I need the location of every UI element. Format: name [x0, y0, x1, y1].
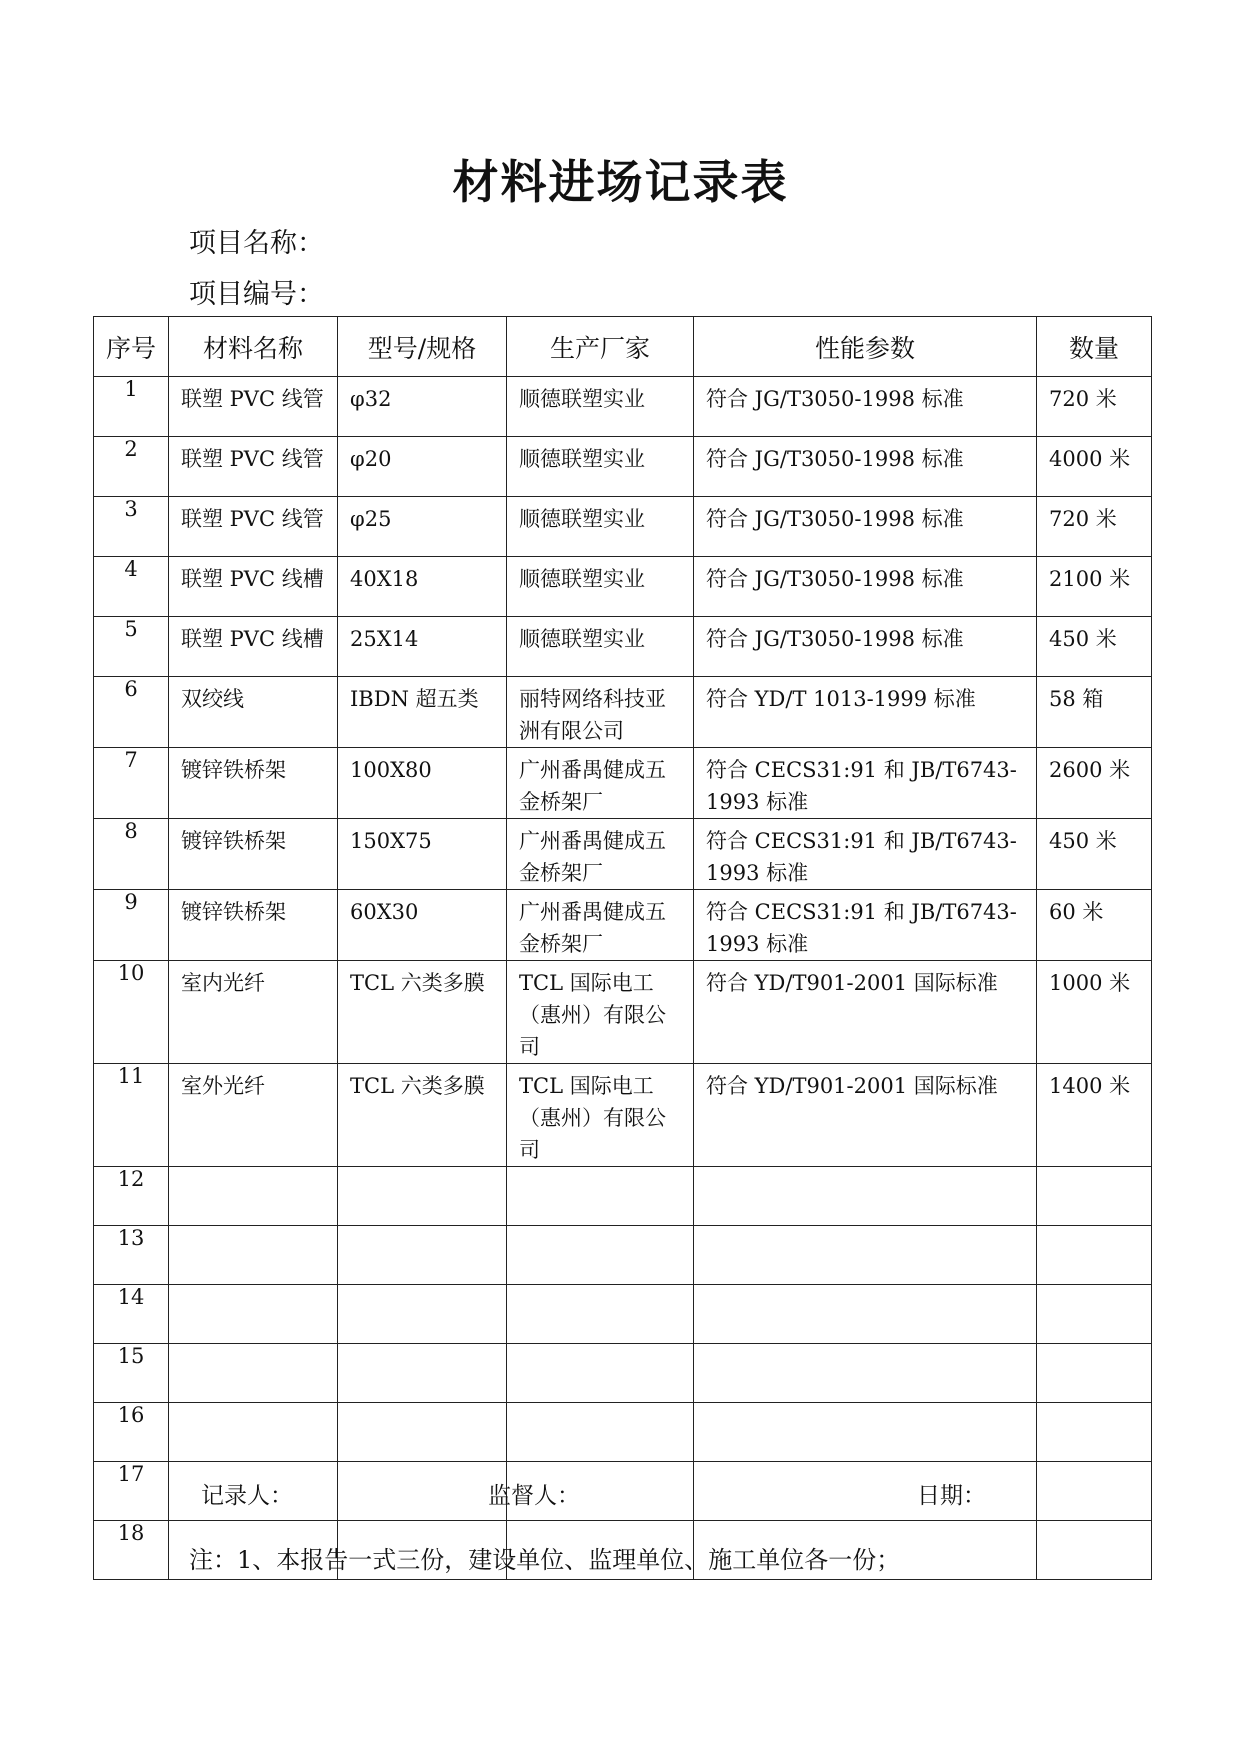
model-cell-text: 40X18: [350, 567, 419, 591]
table-row: [94, 819, 1152, 890]
material-name-cell: [169, 890, 338, 961]
model-cell-text: [338, 1403, 506, 1409]
performance-cell-text: 符合 JG/T3050-1998 标准: [706, 627, 964, 651]
seq-cell: 3: [94, 497, 169, 557]
model-cell: [338, 1285, 507, 1344]
manufacturer-cell-text: [507, 1344, 693, 1350]
performance-cell-text: [694, 1226, 1036, 1232]
performance-cell-text: 符合 YD/T901-2001 国际标准: [706, 1074, 998, 1098]
model-cell: [338, 1403, 507, 1462]
model-cell-text: 100X80: [350, 758, 432, 782]
manufacturer-cell: [507, 377, 694, 437]
model-cell: [338, 819, 507, 890]
manufacturer-cell: [507, 1403, 694, 1462]
quantity-cell-text: 60 米: [1049, 900, 1104, 924]
model-cell: [338, 890, 507, 961]
model-cell-text: [338, 1344, 506, 1350]
quantity-cell: [1037, 1064, 1152, 1167]
manufacturer-cell-text: TCL 国际电工（惠州）有限公司: [519, 1074, 666, 1162]
quantity-cell: [1037, 617, 1152, 677]
quantity-cell: [1037, 437, 1152, 497]
quantity-cell: [1037, 961, 1152, 1064]
performance-cell-text: 符合 JG/T3050-1998 标准: [706, 387, 964, 411]
table-row: [94, 617, 1152, 677]
manufacturer-cell: [507, 677, 694, 748]
material-name-cell: [169, 819, 338, 890]
performance-cell: [694, 1344, 1037, 1403]
material-name-cell: [169, 1403, 338, 1462]
material-name-cell-text: 室外光纤: [181, 1074, 265, 1098]
model-cell: [338, 1226, 507, 1285]
performance-cell: [694, 961, 1037, 1064]
model-cell: [338, 961, 507, 1064]
seq-cell: 5: [94, 617, 169, 677]
quantity-cell: [1037, 497, 1152, 557]
quantity-cell-text: [1037, 1462, 1151, 1468]
manufacturer-cell-text: 顺德联塑实业: [519, 567, 645, 591]
seq-cell: 10: [94, 961, 169, 1064]
material-name-cell: [169, 617, 338, 677]
manufacturer-cell: [507, 748, 694, 819]
footnote: 注：1、本报告一式三份，建设单位、监理单位、施工单位各一份；: [189, 1546, 901, 1574]
table-row: [94, 557, 1152, 617]
quantity-cell: [1037, 677, 1152, 748]
performance-cell-text: 符合 JG/T3050-1998 标准: [706, 507, 964, 531]
table-header-row: [94, 317, 1152, 377]
table-row: [94, 1344, 1152, 1403]
material-name-cell-text: [169, 1226, 337, 1232]
performance-cell: [694, 677, 1037, 748]
table-row: [94, 748, 1152, 819]
manufacturer-cell-text: 顺德联塑实业: [519, 447, 645, 471]
material-name-cell-text: 联塑 PVC 线槽: [181, 627, 324, 651]
table-row: [94, 677, 1152, 748]
model-cell-text: [338, 1521, 506, 1527]
seq-cell: 12: [94, 1167, 169, 1226]
performance-cell-text: 符合 CECS31:91 和 JB/T6743-1993 标准: [706, 829, 1017, 885]
manufacturer-cell: [507, 961, 694, 1064]
performance-cell: [694, 497, 1037, 557]
model-cell: [338, 1344, 507, 1403]
performance-cell-text: [694, 1462, 1036, 1468]
seq-cell: 18: [94, 1521, 169, 1580]
material-name-cell-text: 镀锌铁桥架: [181, 829, 286, 853]
material-name-cell-text: 室内光纤: [181, 971, 265, 995]
recorder-label: 记录人：: [201, 1483, 293, 1509]
manufacturer-cell-text: [507, 1226, 693, 1232]
model-cell: [338, 1064, 507, 1167]
model-cell: [338, 1167, 507, 1226]
model-cell-text: TCL 六类多膜: [350, 971, 485, 995]
material-name-cell: [169, 748, 338, 819]
performance-cell-text: 符合 CECS31:91 和 JB/T6743-1993 标准: [706, 900, 1017, 956]
quantity-cell-text: 450 米: [1049, 627, 1117, 651]
model-cell-text: IBDN 超五类: [350, 687, 479, 711]
manufacturer-cell-text: [507, 1285, 693, 1291]
supervisor-label: 监督人：: [488, 1483, 580, 1509]
material-name-cell: [169, 377, 338, 437]
manufacturer-cell-text: TCL 国际电工（惠州）有限公司: [519, 971, 666, 1059]
performance-cell-text: [694, 1167, 1036, 1173]
seq-cell: 9: [94, 890, 169, 961]
material-name-cell: [169, 1167, 338, 1226]
material-name-cell: [169, 1285, 338, 1344]
performance-cell: [694, 1064, 1037, 1167]
column-header-seq: 序号: [94, 317, 169, 377]
material-name-cell-text: [169, 1167, 337, 1173]
quantity-cell: [1037, 1403, 1152, 1462]
table-row: [94, 497, 1152, 557]
quantity-cell-text: 1400 米: [1049, 1074, 1131, 1098]
performance-cell-text: 符合 YD/T 1013-1999 标准: [706, 687, 976, 711]
performance-cell: [694, 890, 1037, 961]
model-cell: [338, 617, 507, 677]
model-cell: [338, 557, 507, 617]
material-name-cell-text: 镀锌铁桥架: [181, 758, 286, 782]
manufacturer-cell-text: [507, 1167, 693, 1173]
quantity-cell: [1037, 819, 1152, 890]
model-cell-text: φ25: [350, 507, 392, 531]
material-name-cell-text: [169, 1521, 337, 1527]
seq-cell: 16: [94, 1403, 169, 1462]
manufacturer-cell: [507, 1226, 694, 1285]
quantity-cell: [1037, 1285, 1152, 1344]
seq-cell: 11: [94, 1064, 169, 1167]
model-cell-text: [338, 1167, 506, 1173]
table-row: [94, 1285, 1152, 1344]
column-header-manufacturer: 生产厂家: [507, 317, 694, 377]
manufacturer-cell: [507, 557, 694, 617]
quantity-cell: [1037, 1344, 1152, 1403]
model-cell-text: [338, 1226, 506, 1232]
manufacturer-cell-text: 顺德联塑实业: [519, 387, 645, 411]
quantity-cell-text: 450 米: [1049, 829, 1117, 853]
performance-cell-text: [694, 1285, 1036, 1291]
model-cell: [338, 497, 507, 557]
manufacturer-cell: [507, 437, 694, 497]
project-name-label: 项目名称：: [189, 228, 324, 259]
material-name-cell: [169, 677, 338, 748]
performance-cell-text: 符合 JG/T3050-1998 标准: [706, 447, 964, 471]
manufacturer-cell: [507, 617, 694, 677]
quantity-cell: [1037, 748, 1152, 819]
material-name-cell-text: 联塑 PVC 线管: [181, 447, 324, 471]
seq-cell: 17: [94, 1462, 169, 1521]
materials-table: [93, 316, 1152, 1580]
performance-cell: [694, 377, 1037, 437]
performance-cell: [694, 557, 1037, 617]
performance-cell: [694, 819, 1037, 890]
seq-cell: 2: [94, 437, 169, 497]
model-cell: [338, 748, 507, 819]
performance-cell-text: [694, 1521, 1036, 1527]
quantity-cell-text: 2100 米: [1049, 567, 1131, 591]
quantity-cell-text: [1037, 1521, 1151, 1527]
material-name-cell-text: 联塑 PVC 线槽: [181, 567, 324, 591]
performance-cell: [694, 437, 1037, 497]
quantity-cell-text: 720 米: [1049, 507, 1117, 531]
manufacturer-cell-text: 广州番禺健成五金桥架厂: [519, 900, 666, 956]
quantity-cell: [1037, 1167, 1152, 1226]
table-row: [94, 1403, 1152, 1462]
table-row: [94, 890, 1152, 961]
quantity-cell-text: [1037, 1226, 1151, 1232]
model-cell-text: 150X75: [350, 829, 432, 853]
page-title: 材料进场记录表: [452, 155, 789, 209]
material-name-cell: [169, 557, 338, 617]
model-cell-text: TCL 六类多膜: [350, 1074, 485, 1098]
material-name-cell: [169, 1344, 338, 1403]
manufacturer-cell-text: 广州番禺健成五金桥架厂: [519, 829, 666, 885]
manufacturer-cell-text: 广州番禺健成五金桥架厂: [519, 758, 666, 814]
manufacturer-cell-text: [507, 1462, 693, 1468]
quantity-cell: [1037, 557, 1152, 617]
quantity-cell-text: [1037, 1403, 1151, 1409]
project-code-label: 项目编号：: [189, 279, 324, 310]
column-header-quantity: 数量: [1037, 317, 1152, 377]
manufacturer-cell-text: 顺德联塑实业: [519, 627, 645, 651]
manufacturer-cell-text: [507, 1521, 693, 1527]
performance-cell-text: 符合 JG/T3050-1998 标准: [706, 567, 964, 591]
performance-cell: [694, 1226, 1037, 1285]
column-header-performance: 性能参数: [694, 317, 1037, 377]
material-name-cell-text: 镀锌铁桥架: [181, 900, 286, 924]
quantity-cell-text: [1037, 1344, 1151, 1350]
quantity-cell: [1037, 1462, 1152, 1521]
performance-cell: [694, 617, 1037, 677]
model-cell-text: [338, 1462, 506, 1468]
material-name-cell: [169, 437, 338, 497]
seq-cell: 6: [94, 677, 169, 748]
quantity-cell-text: [1037, 1167, 1151, 1173]
model-cell-text: [338, 1285, 506, 1291]
model-cell: [338, 677, 507, 748]
quantity-cell-text: 2600 米: [1049, 758, 1131, 782]
manufacturer-cell: [507, 1285, 694, 1344]
performance-cell-text: [694, 1344, 1036, 1350]
quantity-cell: [1037, 1521, 1152, 1580]
table-row: [94, 1167, 1152, 1226]
column-header-material-name: 材料名称: [169, 317, 338, 377]
performance-cell-text: [694, 1403, 1036, 1409]
material-name-cell-text: [169, 1462, 337, 1468]
material-name-cell: [169, 1064, 338, 1167]
model-cell-text: φ32: [350, 387, 392, 411]
performance-cell-text: 符合 YD/T901-2001 国际标准: [706, 971, 998, 995]
seq-cell: 13: [94, 1226, 169, 1285]
quantity-cell-text: 1000 米: [1049, 971, 1131, 995]
material-name-cell: [169, 961, 338, 1064]
quantity-cell-text: 720 米: [1049, 387, 1117, 411]
model-cell-text: 25X14: [350, 627, 419, 651]
seq-cell: 8: [94, 819, 169, 890]
seq-cell: 4: [94, 557, 169, 617]
material-name-cell-text: [169, 1285, 337, 1291]
manufacturer-cell: [507, 497, 694, 557]
table-row: [94, 961, 1152, 1064]
material-name-cell-text: [169, 1344, 337, 1350]
manufacturer-cell-text: 丽特网络科技亚洲有限公司: [519, 687, 666, 743]
performance-cell: [694, 1403, 1037, 1462]
material-name-cell-text: 双绞线: [181, 687, 244, 711]
performance-cell: [694, 1285, 1037, 1344]
material-name-cell-text: [169, 1403, 337, 1409]
quantity-cell: [1037, 377, 1152, 437]
manufacturer-cell: [507, 1344, 694, 1403]
model-cell-text: φ20: [350, 447, 392, 471]
manufacturer-cell: [507, 890, 694, 961]
seq-cell: 14: [94, 1285, 169, 1344]
quantity-cell: [1037, 890, 1152, 961]
seq-cell: 1: [94, 377, 169, 437]
material-name-cell-text: 联塑 PVC 线管: [181, 507, 324, 531]
material-name-cell: [169, 1226, 338, 1285]
manufacturer-cell-text: [507, 1403, 693, 1409]
manufacturer-cell: [507, 819, 694, 890]
table-row: [94, 1064, 1152, 1167]
table-row: [94, 377, 1152, 437]
performance-cell-text: 符合 CECS31:91 和 JB/T6743-1993 标准: [706, 758, 1017, 814]
model-cell: [338, 1462, 507, 1521]
quantity-cell: [1037, 1226, 1152, 1285]
manufacturer-cell: [507, 1064, 694, 1167]
quantity-cell-text: [1037, 1285, 1151, 1291]
performance-cell: [694, 1167, 1037, 1226]
table-row: [94, 437, 1152, 497]
model-cell: [338, 437, 507, 497]
date-label: 日期：: [917, 1483, 986, 1509]
material-name-cell-text: 联塑 PVC 线管: [181, 387, 324, 411]
quantity-cell-text: 58 箱: [1049, 687, 1104, 711]
model-cell: [338, 377, 507, 437]
seq-cell: 7: [94, 748, 169, 819]
material-name-cell: [169, 497, 338, 557]
seq-cell: 15: [94, 1344, 169, 1403]
manufacturer-cell: [507, 1167, 694, 1226]
column-header-model: 型号/规格: [338, 317, 507, 377]
manufacturer-cell-text: 顺德联塑实业: [519, 507, 645, 531]
performance-cell: [694, 748, 1037, 819]
model-cell-text: 60X30: [350, 900, 419, 924]
table-row: [94, 1226, 1152, 1285]
quantity-cell-text: 4000 米: [1049, 447, 1131, 471]
